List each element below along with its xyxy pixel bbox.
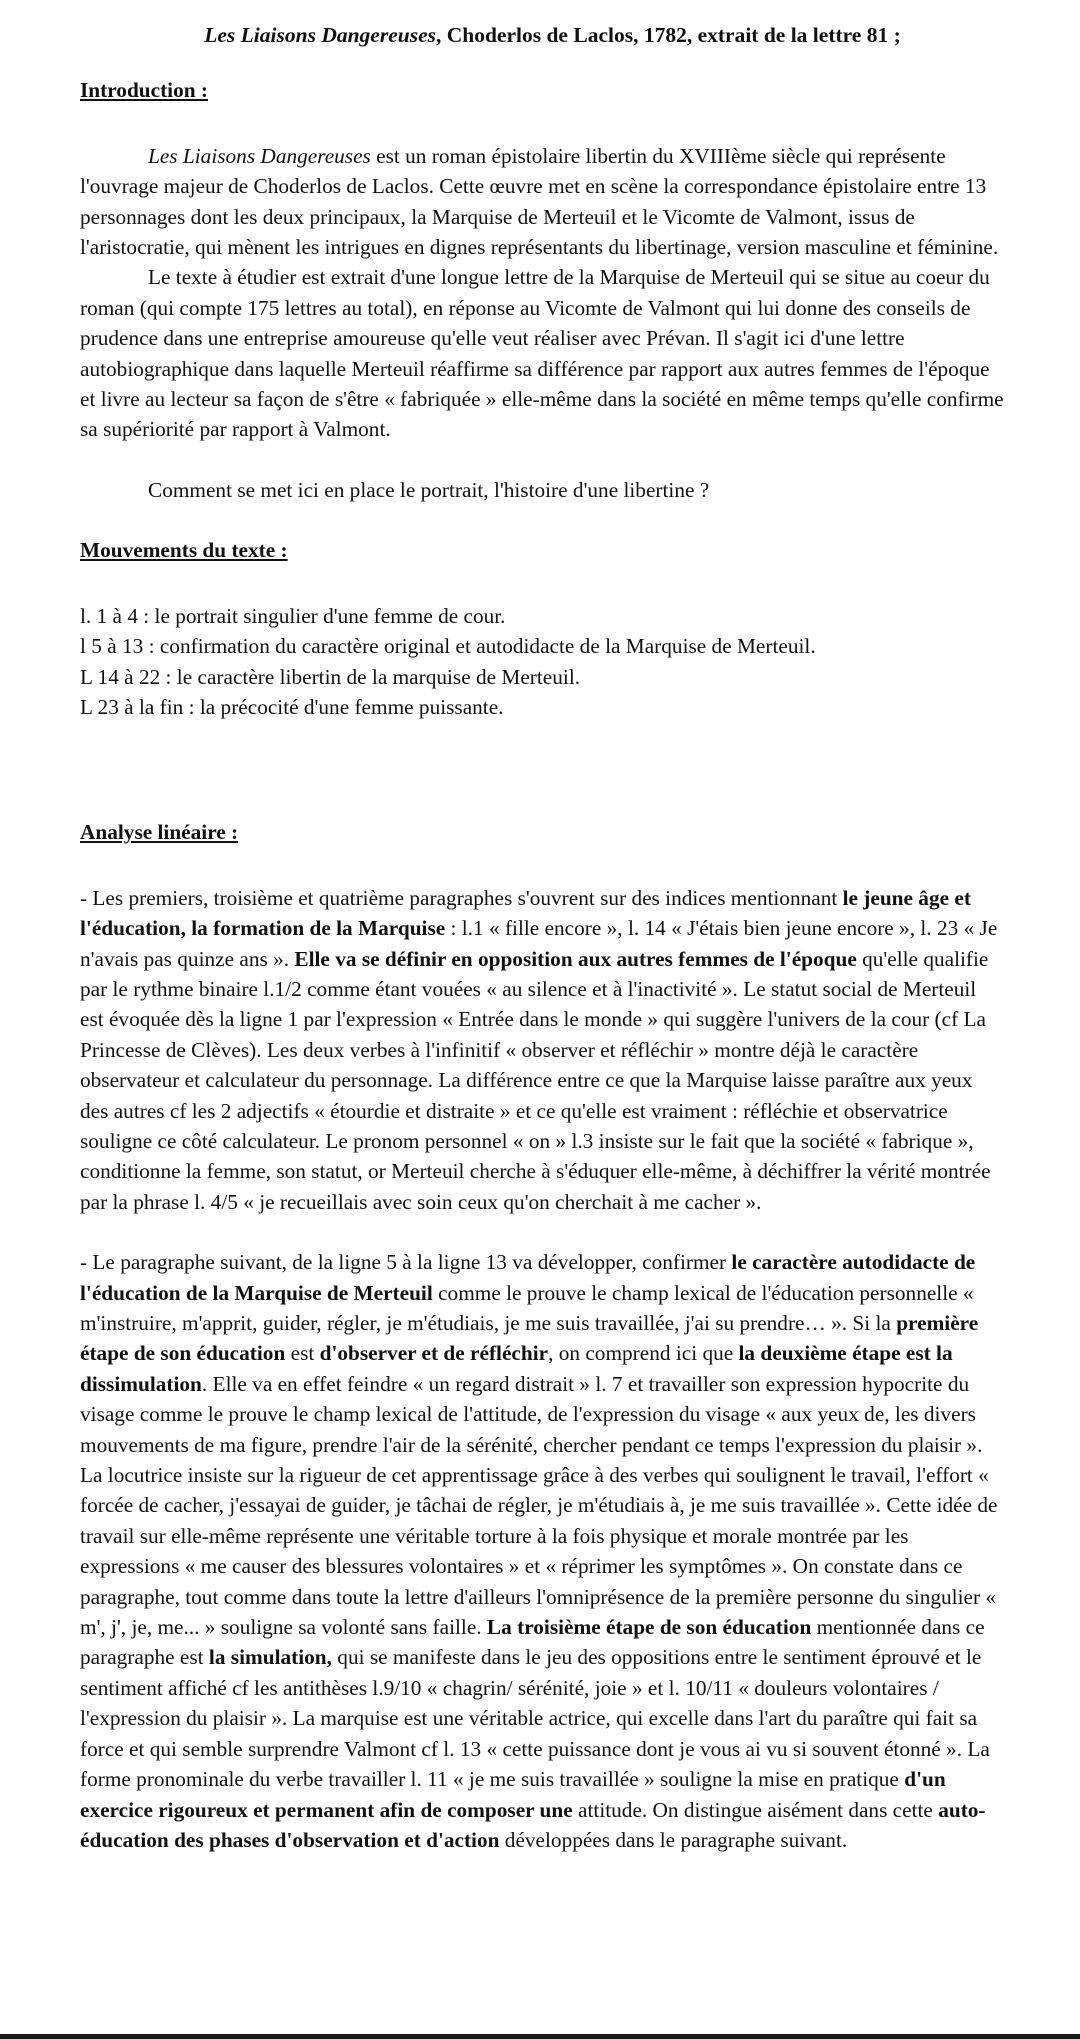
body-text: qui se manifeste dans le jeu des oppositions entre le sentiment éprouvé et le sentiment affiché cf les antithèses l.9/10 « chagrin/ sérénité, joie » et l. 10/11 « douleurs volontaires / l'expression du plaisir ». La marquise est une véritable actrice, qui excelle dans l'art du paraître qui fait sa force et qui semble surprendre Valmont cf l. 13 « cette puissance dont je vous ai vu si souvent étonné ». La forme pronominale du verbe travailler l. 11 « je me suis travaillée » souligne la mise en pratique bbox=[80, 1645, 990, 1792]
body-text: mentionnée dans ce paragraphe est bbox=[80, 1615, 985, 1670]
mouvement-item: L 23 à la fin : la précocité d'une femme puissante. bbox=[80, 694, 504, 719]
intro-work-title: Les Liaisons Dangereuses bbox=[148, 143, 371, 168]
mouvement-item: l 5 à 13 : confirmation du caractère original et autodidacte de la Marquise de Merteuil. bbox=[80, 634, 816, 659]
document-title bbox=[80, 20, 1005, 50]
emphasis-text: d'un exercice rigoureux et permanent afin de composer une bbox=[80, 1767, 946, 1822]
emphasis-text: la simulation, bbox=[208, 1645, 332, 1670]
problematique: Comment se met ici en place le portrait, l'histoire d'une libertine ? bbox=[148, 477, 710, 502]
emphasis-text: la deuxième étape est la dissimulation bbox=[80, 1341, 953, 1396]
title-work: Les Liaisons Dangereuses bbox=[204, 23, 436, 47]
mouvement-item: L 14 à 22 : le caractère libertin de la marquise de Merteuil. bbox=[80, 664, 581, 689]
introduction-paragraph-2: Le texte à étudier est extrait d'une longue lettre de la Marquise de Merteuil qui se situe au coeur du roman (qui compte 175 lettres au total), en réponse au Vicomte de Valmont qui lui donne des conseils de prudence dans une entreprise amoureuse qu'elle veut réaliser avec Prévan. Il s'agit ici d'une lettre autobiographique dans laquelle Merteuil réaffirme sa différence par rapport aux autres femmes de l'époque et livre au lecteur sa façon de s'être « fabriquée » elle-même dans la société en même temps qu'elle confirme sa supériorité par rapport à Valmont. bbox=[80, 265, 1004, 442]
mouvements-heading: Mouvements du texte : bbox=[80, 538, 288, 563]
body-text: qu'elle qualifie par le rythme binaire l.1/2 comme étant vouées « au silence et à l'inactivité ». Le statut social de Merteuil est évoquée dès la ligne 1 par l'expression « Entrée dans le monde » qui suggère l'univers de la cour (cf La Princesse de Clèves). Les deux verbes à l'infinitif « observer et réfléchir » montre déjà le caractère observateur et calculateur du personnage. La différence entre ce que la Marquise laisse paraître aux yeux des autres cf les 2 adjectifs « étourdie et distraite » et ce qu'elle est vraiment : réfléchie et observatrice souligne ce côté calculateur. Le pronom personnel « on » l.3 insiste sur le fait que la société « fabrique », conditionne la femme, son statut, or Merteuil cherche à s'éduquer elle-même, à déchiffrer la vérité montrée par la phrase l. 4/5 « je recueillais avec soin ceux qu'on cherchait à me cacher ». bbox=[80, 946, 991, 1214]
emphasis-text: La troisième étape de son éducation bbox=[486, 1615, 812, 1640]
title-rest: , Choderlos de Laclos, 1782, extrait de la lettre 81 ; bbox=[435, 23, 901, 47]
body-text: développées dans le paragraphe suivant. bbox=[499, 1827, 848, 1852]
emphasis-text: Elle va se définir en opposition aux autres femmes de l'époque bbox=[294, 946, 857, 971]
analyse-heading: Analyse linéaire : bbox=[80, 820, 239, 845]
analyse-paragraph-2 bbox=[80, 1247, 1005, 1855]
emphasis-text: le caractère autodidacte de l'éducation de la Marquise de Merteuil bbox=[80, 1250, 976, 1305]
body-text: . Elle va en effet feindre « un regard distrait » l. 7 et travailler son expression hypocrite du visage comme le prouve le champ lexical de l'attitude, de l'expression du visage « aux yeux de, les divers mouvements de ma figure, prendre l'air de la sérénité, chercher pendant ce temps l'expression du plaisir ». La locutrice insiste sur la rigueur de cet apprentissage grâce à des verbes qui soulignent le travail, l'effort « forcée de cacher, j'essayai de guider, je tâchai de régler, je m'étudiais à, je me suis travaillée ». Cette idée de travail sur elle-même représente une véritable torture à la fois physique et morale montrée par les expressions « me causer des blessures volontaires » et « réprimer les symptômes ». On constate dans ce paragraphe, tout comme dans toute la lettre d'ailleurs l'omniprésence de la première personne du singulier « m', j', je, me... » souligne sa volonté sans faille. bbox=[80, 1371, 998, 1640]
body-text: : l.1 « fille encore », l. 14 « J'étais bien jeune encore », l. 23 « Je n'avais pas quinze ans ». bbox=[80, 916, 998, 971]
introduction-heading: Introduction : bbox=[80, 78, 208, 103]
body-text: , on comprend ici que bbox=[548, 1341, 739, 1366]
emphasis-text: d'observer et de réfléchir bbox=[319, 1341, 549, 1366]
introduction-paragraph-1: Les Liaisons Dangereuses est un roman épistolaire libertin du XVIIIème siècle qui représente l'ouvrage majeur de Choderlos de Laclos. Cette œuvre met en scène la correspondance épistolaire entre 13 personnages dont les deux principaux, la Marquise de Merteuil et le Vicomte de Valmont, issus de l'aristocratie, qui mènent les intrigues en dignes représentants du libertinage, version masculine et féminine. bbox=[80, 143, 999, 260]
body-text: attitude. On distingue aisément dans cette bbox=[572, 1797, 939, 1822]
body-text: est bbox=[285, 1341, 320, 1366]
document-page bbox=[80, 20, 1005, 1855]
analyse-paragraph-1 bbox=[80, 883, 1005, 1217]
body-text: - Le paragraphe suivant, de la ligne 5 à la ligne 13 va développer, confirmer bbox=[80, 1250, 732, 1275]
emphasis-text: le jeune âge et l'éducation, la formation de la Marquise bbox=[80, 885, 971, 941]
emphasis-text: première étape de son éducation bbox=[80, 1311, 979, 1366]
page-bottom-border bbox=[0, 2034, 1080, 2039]
emphasis-text: auto-éducation des phases d'observation et d'action bbox=[80, 1797, 986, 1852]
mouvement-item: l. 1 à 4 : le portrait singulier d'une femme de cour. bbox=[80, 603, 506, 628]
body-text: comme le prouve le champ lexical de l'éducation personnelle « m'instruire, m'apprit, guider, régler, je m'étudiais, je me suis travaillée, j'ai su prendre… ». Si la bbox=[80, 1280, 974, 1335]
body-text: - Les premiers, troisième et quatrième paragraphes s'ouvrent sur des indices mentionnant bbox=[80, 885, 843, 910]
